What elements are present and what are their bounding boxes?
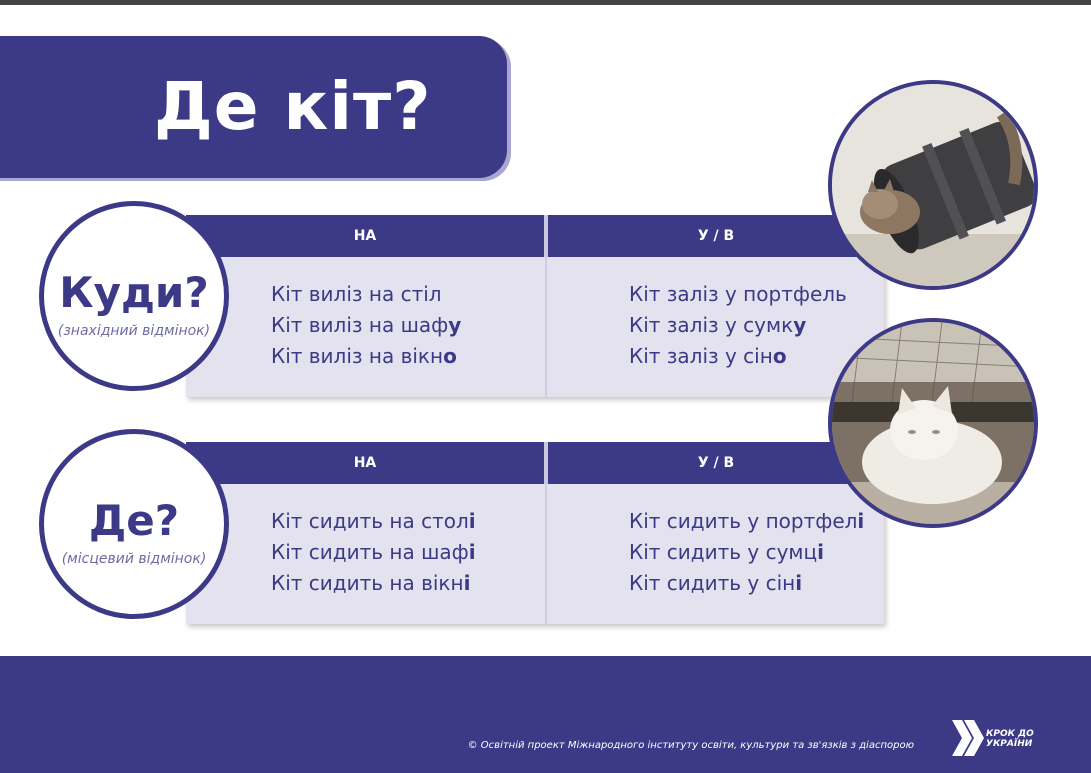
case-label: (знахідний відмінок) bbox=[57, 323, 211, 339]
page-title: Де кіт? bbox=[154, 68, 432, 145]
question-badge-de bbox=[39, 429, 229, 619]
sentence-row: Кіт виліз на шафу bbox=[271, 313, 462, 337]
column-divider bbox=[545, 484, 547, 624]
case-label: (місцевий відмінок) bbox=[61, 551, 207, 567]
sentence-row: Кіт сидить на вікні bbox=[271, 571, 471, 595]
sentence-row: Кіт заліз у сіно bbox=[629, 344, 787, 368]
section-kudy bbox=[186, 215, 884, 397]
column-header-na: НА bbox=[186, 215, 544, 257]
cat-in-bag-photo bbox=[828, 80, 1038, 290]
sentence-row: Кіт заліз у портфель bbox=[629, 282, 847, 306]
white-cat-photo bbox=[828, 318, 1038, 528]
column-header-na: НА bbox=[186, 442, 544, 484]
logo-text: КРОК ДО УКРАЇНИ bbox=[986, 729, 1034, 749]
top-rule bbox=[0, 0, 1091, 5]
footer bbox=[0, 656, 1091, 773]
sentence-row: Кіт заліз у сумку bbox=[629, 313, 807, 337]
column-u-v bbox=[629, 279, 847, 372]
copyright-text: © Освітній проект Міжнародного інституту освіти, культури та зв'язків з діаспорою bbox=[467, 740, 914, 751]
column-na bbox=[271, 279, 461, 372]
section-de bbox=[186, 442, 884, 624]
sentence-row: Кіт сидить у сумці bbox=[629, 540, 824, 564]
question-word: Куди? bbox=[59, 268, 209, 317]
krok-do-ukrainy-logo bbox=[950, 716, 1050, 760]
sentence-row: Кіт сидить на столі bbox=[271, 509, 476, 533]
sentence-row: Кіт сидить у сіні bbox=[629, 571, 803, 595]
column-u-v bbox=[629, 506, 864, 599]
column-header-u-v: У / В bbox=[548, 442, 884, 484]
question-word: Де? bbox=[88, 496, 180, 545]
sentence-row: Кіт виліз на вікно bbox=[271, 344, 457, 368]
question-badge-kudy bbox=[39, 201, 229, 391]
column-divider bbox=[545, 257, 547, 397]
chevrons-icon bbox=[950, 716, 990, 760]
sentence-row: Кіт сидить на шафі bbox=[271, 540, 476, 564]
column-header-u-v: У / В bbox=[548, 215, 884, 257]
column-na bbox=[271, 506, 476, 599]
sentence-row: Кіт сидить у портфелі bbox=[629, 509, 865, 533]
sentence-row: Кіт виліз на стіл bbox=[271, 282, 442, 306]
